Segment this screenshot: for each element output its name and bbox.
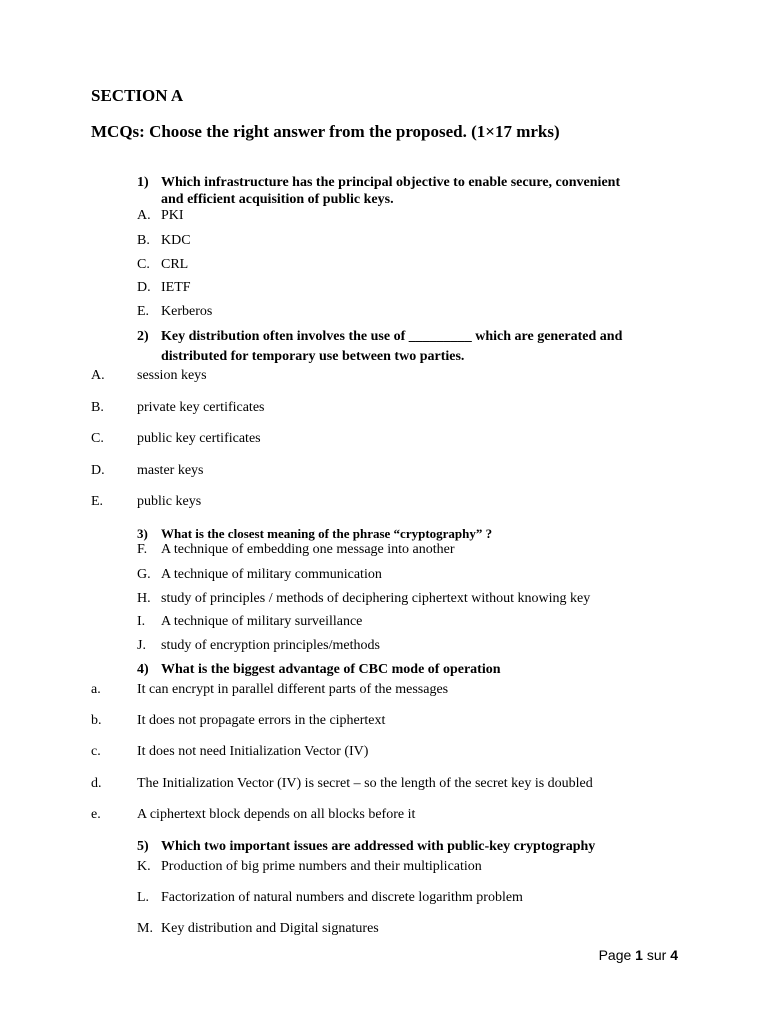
q3-option-letter: I.	[137, 614, 146, 629]
q2-option-letter: A.	[91, 368, 105, 383]
footer-page-word: Page	[598, 947, 632, 963]
footer-page-total: 4	[670, 947, 678, 963]
page-footer	[599, 947, 678, 963]
q4-option-text: It can encrypt in parallel different parts of the messages	[137, 682, 449, 697]
q5-line1: Which two important issues are addressed with public-key cryptography	[161, 839, 596, 854]
q2-line2: distributed for temporary use between two parties.	[161, 349, 465, 364]
q5-option-letter: K.	[137, 859, 151, 874]
footer-page-number: 1	[635, 947, 643, 963]
q4-option-text: It does not propagate errors in the ciphertext	[137, 713, 386, 728]
q4-option-letter: b.	[91, 713, 102, 728]
q1-line2: and efficient acquisition of public keys.	[161, 192, 394, 207]
q4-option-letter: d.	[91, 776, 102, 791]
q2-line1: Key distribution often involves the use of _________ which are generated and	[161, 329, 623, 344]
q3-option-text: study of principles / methods of deciphering ciphertext without knowing key	[161, 591, 591, 606]
q3-option-text: A technique of military surveillance	[161, 614, 363, 629]
q3-option-letter: H.	[137, 591, 151, 606]
q2-option-letter: E.	[91, 494, 104, 509]
section-title: SECTION A	[91, 86, 184, 105]
q2-option-text: public keys	[137, 494, 202, 509]
q4-option-letter: c.	[91, 744, 101, 759]
q5-option-letter: M.	[137, 921, 153, 936]
q3-option-letter: G.	[137, 567, 151, 582]
q4-option-letter: a.	[91, 682, 101, 697]
instructions: MCQs: Choose the right answer from the proposed. (1×17 mrks)	[91, 122, 560, 141]
q1-option-letter: D.	[137, 280, 151, 295]
q3-option-letter: F.	[137, 542, 148, 557]
footer-sur-word: sur	[646, 947, 667, 963]
q2-option-text: master keys	[137, 463, 204, 478]
q1-option-letter: C.	[137, 257, 150, 272]
q1-number: 1)	[137, 175, 149, 190]
q1-option-letter: A.	[137, 208, 151, 223]
q4-option-text: A ciphertext block depends on all blocks before it	[137, 807, 416, 822]
q4-option-letter: e.	[91, 807, 101, 822]
q5-number: 5)	[137, 839, 149, 854]
q3-option-text: A technique of embedding one message into another	[161, 542, 455, 557]
q1-option-letter: B.	[137, 233, 150, 248]
q1-option-text: Kerberos	[161, 304, 213, 319]
q2-number: 2)	[137, 329, 149, 344]
q5-option-letter: L.	[137, 890, 150, 905]
q2-option-letter: D.	[91, 463, 105, 478]
q1-option-text: PKI	[161, 208, 184, 223]
q5-option-text: Production of big prime numbers and their multiplication	[161, 859, 482, 874]
q4-option-text: The Initialization Vector (IV) is secret – so the length of the secret key is doubled	[137, 776, 593, 791]
q3-option-letter: J.	[137, 638, 146, 653]
q4-option-text: It does not need Initialization Vector (IV)	[137, 744, 369, 759]
q3-line1: What is the closest meaning of the phrase “cryptography” ?	[161, 526, 493, 541]
q3-number: 3)	[137, 526, 148, 541]
q2-option-text: public key certificates	[137, 431, 261, 446]
q4-line1: What is the biggest advantage of CBC mode of operation	[161, 662, 501, 677]
q5-option-text: Key distribution and Digital signatures	[161, 921, 379, 936]
q1-option-letter: E.	[137, 304, 150, 319]
q2-option-letter: B.	[91, 400, 104, 415]
q4-number: 4)	[137, 662, 149, 677]
q3-option-text: A technique of military communication	[161, 567, 382, 582]
q1-option-text: KDC	[161, 233, 191, 248]
q2-option-text: session keys	[137, 368, 207, 383]
q5-option-text: Factorization of natural numbers and discrete logarithm problem	[161, 890, 523, 905]
q2-option-text: private key certificates	[137, 400, 265, 415]
q3-option-text: study of encryption principles/methods	[161, 638, 380, 653]
q1-line1: Which infrastructure has the principal objective to enable secure, convenient	[161, 175, 621, 190]
q1-option-text: IETF	[161, 280, 191, 295]
q2-option-letter: C.	[91, 431, 104, 446]
q1-option-text: CRL	[161, 257, 189, 272]
